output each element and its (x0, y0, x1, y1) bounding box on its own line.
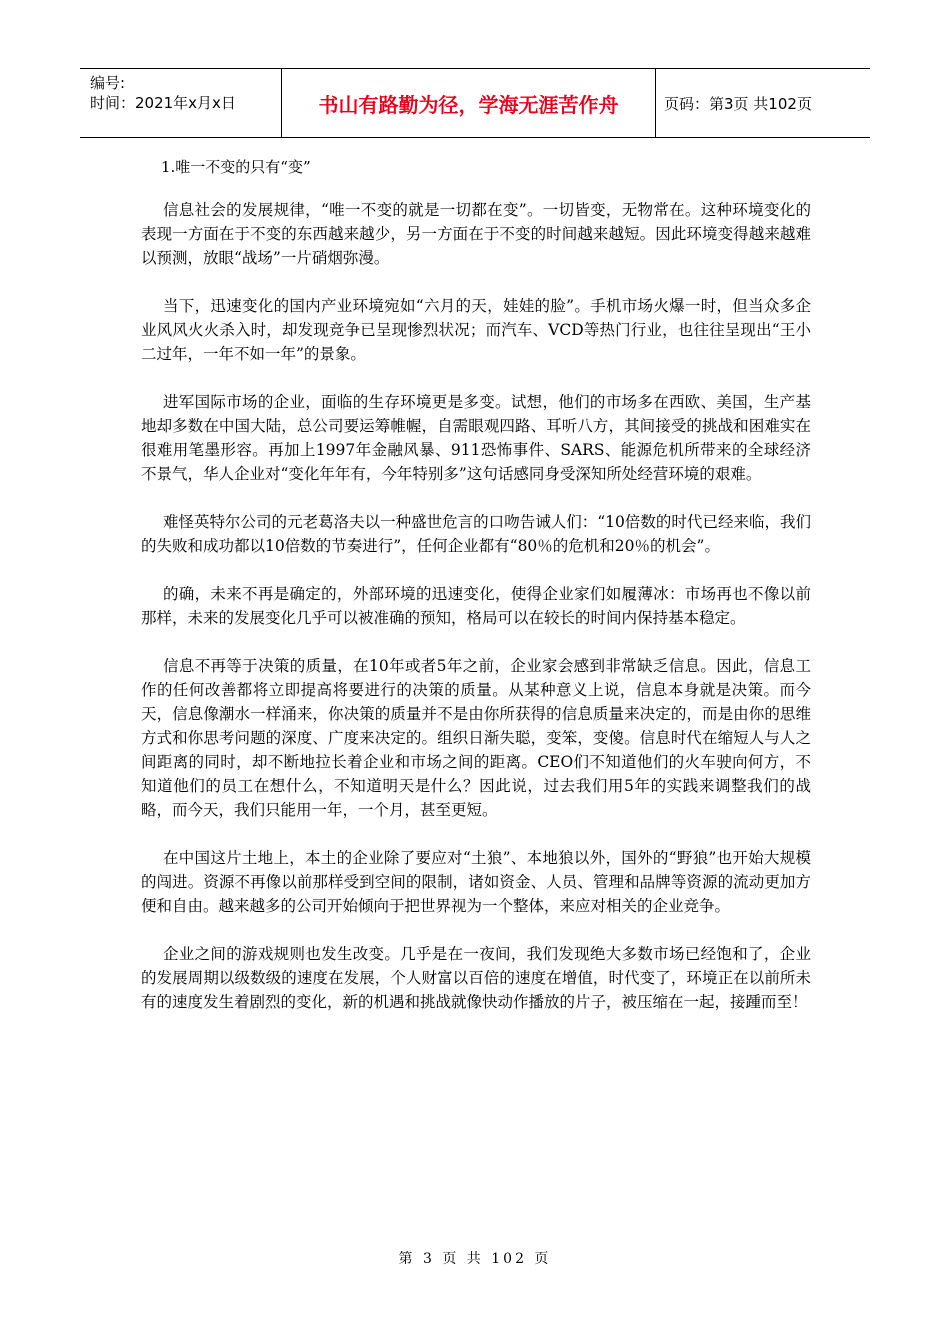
paragraph: 进军国际市场的企业，面临的生存环境更是多变。试想，他们的市场多在西欧、美国，生产基地却多数在中国大陆，总公司要运筹帷幄，自需眼观四路、耳听八方，其间接受的挑战和困难实在很难用笔墨形容。再加上1997年金融风暴、911恐怖事件、SARS、能源危机所带来的全球经济不景气，华人企业对“变化年年有，今年特别多”这句话感同身受深知所处经营环境的艰难。 (141, 393, 811, 483)
paragraph: 难怪英特尔公司的元老葛洛夫以一种盛世危言的口吻告诫人们：“10倍数的时代已经来临，我们的失败和成功都以10倍数的节奏进行”，任何企业都有“80％的危机和20％的机会”。 (141, 513, 811, 555)
header-motto: 书山有路勤为径，学海无涯苦作舟 (282, 69, 656, 137)
paragraph: 的确，未来不再是确定的，外部环境的迅速变化，使得企业家们如履薄冰：市场再也不像以前那样，未来的发展变化几乎可以被准确的预知，格局可以在较长的时间内保持基本稳定。 (141, 585, 811, 627)
paragraph: 当下，迅速变化的国内产业环境宛如“六月的天，娃娃的脸”。手机市场火爆一时，但当众多企业风风火火杀入时，却发现竞争已呈现惨烈状况；而汽车、VCD等热门行业，也往往呈现出“王小二过年，一年不如一年”的景象。 (141, 297, 811, 363)
document-body (141, 156, 811, 1038)
document-date: 时间：2021年x月x日 (90, 94, 236, 112)
header-page-number: 页码：第3页 共102页 (664, 94, 812, 113)
header-meta (80, 69, 282, 137)
paragraph: 在中国这片土地上，本土的企业除了要应对“土狼”、本地狼以外，国外的“野狼”也开始大规模的闯进。资源不再像以前那样受到空间的限制，诸如资金、人员、管理和品牌等资源的流动更加方便和自由。越来越多的公司开始倾向于把世界视为一个整体，来应对相关的企业竞争。 (141, 849, 811, 915)
document-number: 编号: (90, 74, 126, 92)
paragraph: 企业之间的游戏规则也发生改变。几乎是在一夜间，我们发现绝大多数市场已经饱和了，企业的发展周期以级数级的速度在发展，个人财富以百倍的速度在增值，时代变了，环境正在以前所未有的速度发生着剧烈的变化，新的机遇和挑战就像快动作播放的片子，被压缩在一起，接踵而至！ (141, 945, 811, 1011)
section-heading: 1.唯一不变的只有“变” (161, 158, 311, 176)
paragraph: 信息不再等于决策的质量，在10年或者5年之前，企业家会感到非常缺乏信息。因此，信息工作的任何改善都将立即提高将要进行的决策的质量。从某种意义上说，信息本身就是决策。而今天，信息像潮水一样涌来，你决策的质量并不是由你所获得的信息质量来决定的，而是由你的思维方式和你思考问题的深度、广度来决定的。组织日渐失聪，变笨，变傻。信息时代在缩短人与人之间距离的同时，却不断地拉长着企业和市场之间的距离。CEO们不知道他们的火车驶向何方，不知道他们的员工在想什么，不知道明天是什么？因此说，过去我们用5年的实践来调整我们的战略，而今天，我们只能用一年，一个月，甚至更短。 (141, 657, 811, 819)
page-footer: 第 3 页 共 102 页 (398, 1251, 552, 1267)
page-header (80, 68, 870, 138)
paragraph: 信息社会的发展规律，“唯一不变的就是一切都在变”。一切皆变，无物常在。这种环境变化的表现一方面在于不变的东西越来越少，另一方面在于不变的时间越来越短。因此环境变得越来越难以预测，放眼“战场”一片硝烟弥漫。 (141, 201, 811, 267)
